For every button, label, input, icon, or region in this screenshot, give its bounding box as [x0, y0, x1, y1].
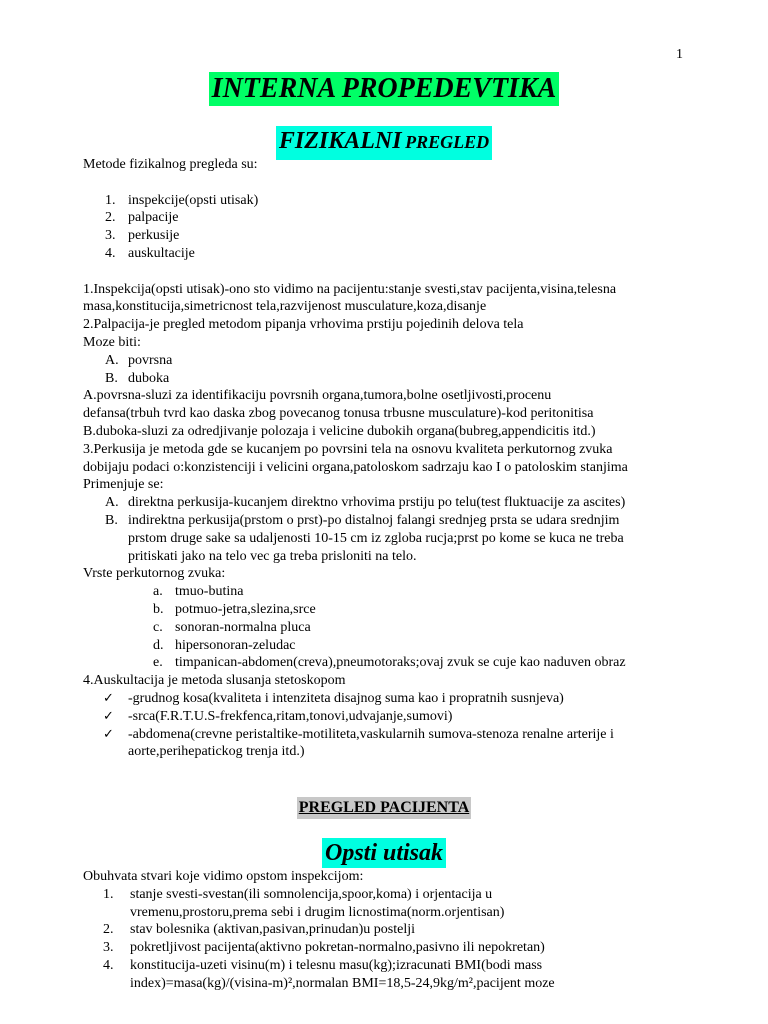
text-line: 3.Perkusija je metoda gde se kucanjem po povrsini tela na osnovu kvaliteta perkutornog zvuka: [83, 441, 613, 457]
list-item-continuation: prstom druge sake sa udaljenosti 10-15 cm iz zgloba rucja;prst po kome se kuca ne treba: [128, 530, 624, 546]
section2-list: [83, 886, 693, 993]
list-marker: B.: [105, 512, 118, 528]
subtitle-block: [0, 126, 768, 160]
list-item-continuation: index)=masa(kg)/(visina-m)²,normalan BMI=18,5-24,9kg/m²,pacijent moze: [130, 975, 555, 991]
palpacija-paragraph: [83, 316, 693, 352]
list-item-text: sonoran-normalna pluca: [175, 619, 311, 635]
text-line: B.duboka-sluzi za odredjivanje polozaja i velicine dubokih organa(bubreg,appendicitis itd.): [83, 423, 596, 439]
list-marker: 4.: [103, 957, 114, 973]
zvuk-intro: Vrste perkutornog zvuka:: [83, 566, 226, 582]
list-item: [83, 690, 693, 708]
list-item-text: povrsna: [128, 352, 173, 368]
list-item: [83, 708, 693, 726]
section-heading: [276, 126, 492, 160]
section2-heading-block: [0, 797, 768, 819]
list-item: [83, 886, 693, 904]
section2-subtitle: Opsti utisak: [322, 838, 446, 868]
list-item: [83, 726, 693, 744]
list-item: [83, 227, 693, 245]
check-mark-icon: ✓: [103, 726, 114, 742]
list-item-continuation: aorte,perihepatickog trenja itd.): [128, 744, 305, 760]
check-mark-icon: ✓: [103, 708, 114, 724]
page-number: 1: [676, 47, 683, 62]
list-marker: e.: [153, 655, 163, 671]
list-item: [83, 192, 693, 210]
list-item: [83, 245, 693, 263]
list-item-text: inspekcije(opsti utisak): [128, 192, 259, 208]
text-line: Moze biti:: [83, 334, 141, 350]
text-line: Primenjuje se:: [83, 477, 164, 493]
list-item-continuation: pritiskati jako na telo vec ga treba prisloniti na telo.: [128, 548, 417, 564]
list-marker: A.: [105, 352, 119, 368]
list-item-text: stanje svesti-svestan(ili somnolencija,spoor,koma) i orjentacija u: [130, 886, 493, 902]
section2-content: [83, 868, 693, 993]
list-marker: b.: [153, 601, 164, 617]
list-item-text: potmuo-jetra,slezina,srce: [175, 601, 316, 617]
palpacija-description: [83, 387, 693, 494]
list-item: [83, 637, 693, 655]
list-item: [83, 209, 693, 227]
list-item: [83, 654, 693, 672]
list-marker: 2.: [103, 922, 114, 938]
text-line: defansa(trbuh tvrd kao daska zbog povecanog tonusa trbusne musculature)-kod peritonitisa: [83, 406, 594, 422]
list-item: [83, 370, 693, 388]
list-item: [83, 352, 693, 370]
text-line: 1.Inspekcija(opsti utisak)-ono sto vidimo na pacijentu:stanje svesti,stav pacijenta,visina,telesna: [83, 281, 617, 297]
list-marker: 1.: [103, 886, 114, 902]
title-block: [0, 72, 768, 106]
list-item: [83, 921, 693, 939]
section2-title: PREGLED PACIJENTA: [297, 797, 472, 819]
list-item-text: tmuo-butina: [175, 584, 244, 600]
list-item-text: -srca(F.R.T.U.S-frekfenca,ritam,tonovi,udvajanje,sumovi): [128, 708, 453, 724]
list-item-text: auskultacije: [128, 245, 195, 261]
auskultacija-list: [83, 690, 693, 761]
list-marker: A.: [105, 495, 119, 511]
list-item-text: direktna perkusija-kucanjem direktno vrhovima prstiju po telu(test fluktuacije za ascites): [128, 495, 626, 511]
text-line: A.povrsna-sluzi za identifikaciju povrsnih organa,tumora,bolne osetljivosti,procenu: [83, 388, 552, 404]
list-item-text: timpanican-abdomen(creva),pneumotoraks;ovaj zvuk se cuje kao naduven obraz: [175, 655, 626, 671]
list-item-text: -abdomena(crevne peristaltike-motiliteta,vaskularnih sumova-stenoza renalne arterije i: [128, 726, 614, 742]
list-item-text: perkusije: [128, 228, 180, 244]
section2-subheading-block: [0, 838, 768, 868]
list-item-text: duboka: [128, 370, 170, 386]
list-item: [83, 583, 693, 601]
list-item-continuation: vremenu,prostoru,prema sebi i drugim licnostima(norm.orjentisan): [130, 904, 505, 920]
list-marker: 2.: [105, 210, 116, 226]
document-title: INTERNA PROPEDEVTIKA: [209, 72, 560, 106]
list-item: [83, 619, 693, 637]
list-marker: B.: [105, 370, 118, 386]
list-item: [83, 939, 693, 957]
list-marker: 3.: [103, 940, 114, 956]
methods-list: [83, 192, 693, 263]
auskultacija-intro: 4.Auskultacija je metoda slusanja stetoskopom: [83, 673, 346, 689]
list-item-text: palpacije: [128, 210, 179, 226]
list-item: [83, 494, 693, 512]
list-marker: 1.: [105, 192, 116, 208]
list-marker: a.: [153, 584, 163, 600]
inspekcija-paragraph: [83, 281, 693, 317]
section2-intro: Obuhvata stvari koje vidimo opstom inspekcijom:: [83, 869, 364, 884]
intro-text: Metode fizikalnog pregleda su:: [83, 157, 258, 172]
perkusija-list: [83, 494, 693, 565]
list-item-text: hipersonoran-zeludac: [175, 637, 296, 653]
subtitle-part1: FIZIKALNI: [278, 128, 402, 154]
text-line: dobijaju podaci o:konzistenciji i velicini organa,patoloskom sadrzaju kao I o patoloskim stanjima: [83, 459, 628, 475]
list-item: [83, 957, 693, 975]
list-item-text: indirektna perkusija(prstom o prst)-po distalnoj falangi srednjeg prsta se udara srednjim: [128, 512, 620, 528]
palpacija-list: [83, 352, 693, 388]
list-item-text: konstitucija-uzeti visinu(m) i telesnu masu(kg);izracunati BMI(bodi mass: [130, 957, 543, 973]
list-item-text: -grudnog kosa(kvaliteta i intenziteta disajnog suma kao i propratnih susnjeva): [128, 690, 564, 706]
text-line: masa,konstitucija,simetricnost tela,razvijenost musculature,koza,disanje: [83, 299, 487, 315]
list-item-text: pokretljivost pacijenta(aktivno pokretan-normalno,pasivno ili nepokretan): [130, 940, 545, 956]
text-line: 2.Palpacija-je pregled metodom pipanja vrhovima prstiju pojedinih delova tela: [83, 317, 524, 333]
subtitle-part2: PREGLED: [405, 132, 490, 152]
zvuk-list: [83, 583, 693, 672]
list-marker: d.: [153, 637, 164, 653]
main-content: [83, 156, 693, 761]
list-marker: c.: [153, 619, 163, 635]
list-item: [83, 512, 693, 530]
list-item: [83, 601, 693, 619]
list-marker: 4.: [105, 245, 116, 261]
list-item-text: stav bolesnika (aktivan,pasivan,prinudan)u postelji: [130, 922, 415, 938]
check-mark-icon: ✓: [103, 690, 114, 706]
list-marker: 3.: [105, 228, 116, 244]
